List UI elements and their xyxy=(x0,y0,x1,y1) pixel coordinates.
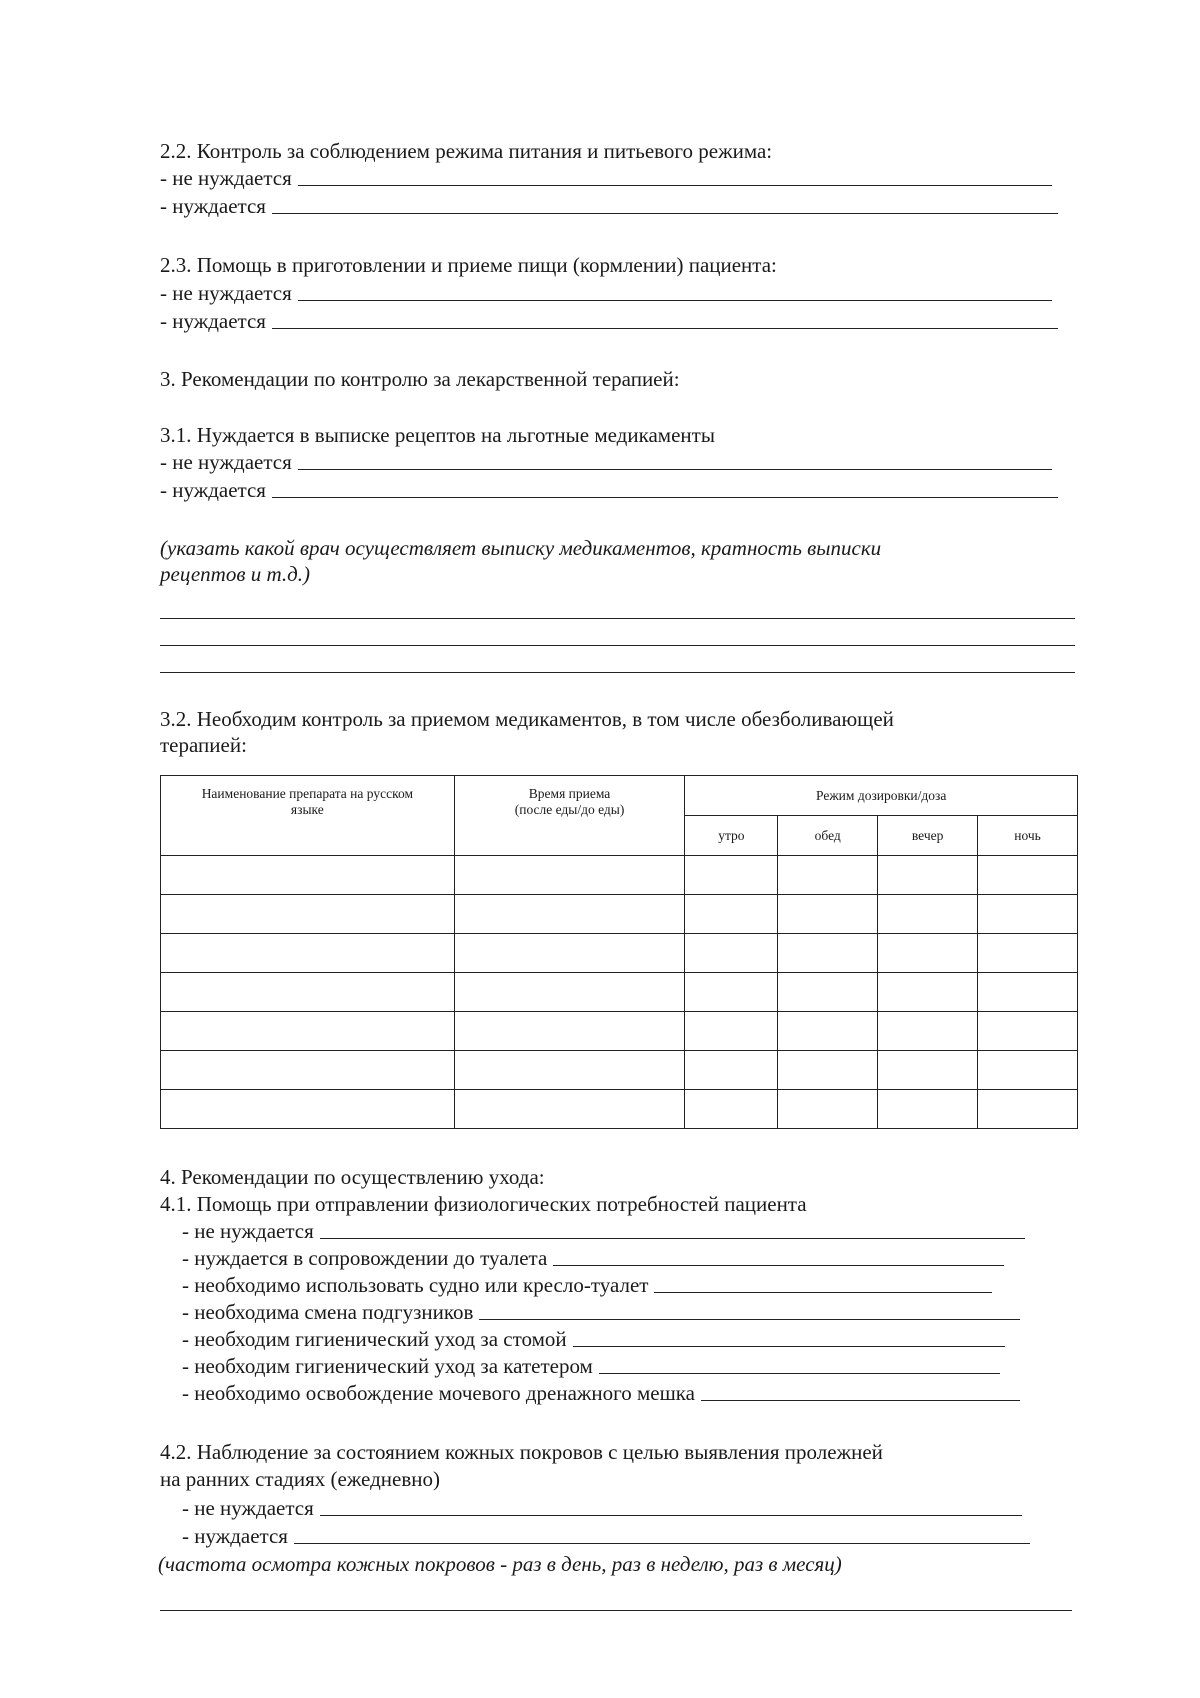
medication-table-cell[interactable] xyxy=(878,895,978,934)
header-morning: утро xyxy=(685,816,778,856)
answer-line[interactable] xyxy=(320,1515,1022,1516)
header-drug-name-line-1: Наименование препарата на русском xyxy=(201,786,413,801)
option-label: - не нуждается xyxy=(160,166,292,190)
section-4-1-item xyxy=(182,1353,1000,1379)
header-drug-name-line-2: языке xyxy=(290,802,324,817)
medication-table-cell[interactable] xyxy=(878,1012,978,1051)
medication-table-cell[interactable] xyxy=(978,934,1078,973)
option-label: - необходимо освобождение мочевого дренажного мешка xyxy=(182,1381,695,1405)
medication-table-row xyxy=(161,934,1078,973)
option-label: - нуждается xyxy=(160,309,266,333)
option-label: - нуждается xyxy=(160,194,266,218)
medication-table-cell[interactable] xyxy=(978,856,1078,895)
section-4-2-title-line-2: на ранних стадиях (ежедневно) xyxy=(160,1467,440,1491)
section-4-1-item xyxy=(182,1272,992,1298)
answer-line[interactable] xyxy=(701,1400,1020,1401)
header-lunch: обед xyxy=(778,816,878,856)
medication-table-cell[interactable] xyxy=(878,1051,978,1090)
medication-table-cell[interactable] xyxy=(161,895,455,934)
medication-table-cell[interactable] xyxy=(778,1090,878,1129)
medication-table-cell[interactable] xyxy=(161,1090,455,1129)
header-intake-time-line-2: (после еды/до еды) xyxy=(514,802,625,817)
answer-line[interactable] xyxy=(573,1346,1005,1347)
option-label: - не нуждается xyxy=(182,1496,314,1520)
medication-table-cell[interactable] xyxy=(978,973,1078,1012)
section-3-1-note-line-1: (указать какой врач осуществляет выписку медикаментов, кратность выписки xyxy=(160,536,882,560)
medication-table-cell[interactable] xyxy=(778,973,878,1012)
medication-table-cell[interactable] xyxy=(161,1012,455,1051)
section-4-1-item xyxy=(182,1218,1025,1244)
option-label: - не нуждается xyxy=(160,450,292,474)
medication-table-cell[interactable] xyxy=(978,895,1078,934)
medication-table-cell[interactable] xyxy=(454,973,685,1012)
medication-table-cell[interactable] xyxy=(685,1090,778,1129)
section-4-1-item xyxy=(182,1299,1020,1325)
section-4-2-option-needed xyxy=(182,1523,1030,1549)
medication-table-cell[interactable] xyxy=(454,1090,685,1129)
medication-table-cell[interactable] xyxy=(161,1051,455,1090)
section-4-2-option-not-needed xyxy=(182,1495,1022,1521)
medication-table-cell[interactable] xyxy=(778,934,878,973)
answer-line[interactable] xyxy=(272,497,1058,498)
medication-table-row xyxy=(161,856,1078,895)
medication-table-cell[interactable] xyxy=(454,856,685,895)
medication-table-cell[interactable] xyxy=(161,856,455,895)
medication-table-cell[interactable] xyxy=(685,1051,778,1090)
medication-table xyxy=(160,775,1078,1129)
header-dosage-regimen: Режим дозировки/доза xyxy=(685,776,1078,816)
section-4-1-item xyxy=(182,1245,1004,1271)
answer-line[interactable] xyxy=(298,300,1052,301)
medication-table-row xyxy=(161,895,1078,934)
medication-table-row xyxy=(161,973,1078,1012)
medication-table-cell[interactable] xyxy=(878,856,978,895)
option-label: - нуждается xyxy=(182,1524,288,1548)
section-2-2-title: 2.2. Контроль за соблюдением режима питания и питьевого режима: xyxy=(160,139,773,163)
option-label: - не нуждается xyxy=(182,1219,314,1243)
answer-line[interactable] xyxy=(272,328,1058,329)
medication-table-cell[interactable] xyxy=(978,1090,1078,1129)
medication-table-cell[interactable] xyxy=(878,1090,978,1129)
answer-line[interactable] xyxy=(479,1319,1020,1320)
medication-table-cell[interactable] xyxy=(685,895,778,934)
section-3-2-title-line-1: 3.2. Необходим контроль за приемом медикаментов, в том числе обезболивающей xyxy=(160,707,894,731)
medication-table-cell[interactable] xyxy=(778,895,878,934)
medication-table-cell[interactable] xyxy=(778,1012,878,1051)
medication-table-cell[interactable] xyxy=(685,856,778,895)
option-label: - необходим гигиенический уход за стомой xyxy=(182,1327,567,1351)
answer-line[interactable] xyxy=(294,1543,1030,1544)
answer-line[interactable] xyxy=(160,618,1075,619)
medication-table-row xyxy=(161,1090,1078,1129)
answer-line[interactable] xyxy=(298,469,1052,470)
section-4-2-note: (частота осмотра кожных покровов - раз в день, раз в неделю, раз в месяц) xyxy=(158,1552,842,1576)
section-3-1-note-line-2: рецептов и т.д.) xyxy=(160,562,310,586)
header-intake-time xyxy=(454,776,685,856)
header-evening: вечер xyxy=(878,816,978,856)
answer-line[interactable] xyxy=(320,1238,1025,1239)
section-2-3-option-not-needed xyxy=(160,280,1052,306)
medication-table-cell[interactable] xyxy=(454,1012,685,1051)
answer-line[interactable] xyxy=(160,1610,1072,1611)
option-label: - необходимо использовать судно или кресло-туалет xyxy=(182,1273,649,1297)
section-3-2-title-line-2: терапией: xyxy=(160,733,247,757)
medication-table-cell[interactable] xyxy=(978,1012,1078,1051)
medication-table-cell[interactable] xyxy=(778,856,878,895)
section-3-1-option-not-needed xyxy=(160,449,1052,475)
medication-table-cell[interactable] xyxy=(454,1051,685,1090)
medication-table-cell[interactable] xyxy=(454,895,685,934)
option-label: - не нуждается xyxy=(160,281,292,305)
medication-table-cell[interactable] xyxy=(978,1051,1078,1090)
medication-table-cell[interactable] xyxy=(878,973,978,1012)
option-label: - нуждается в сопровождении до туалета xyxy=(182,1246,548,1270)
medication-table-cell[interactable] xyxy=(454,934,685,973)
medication-table-cell[interactable] xyxy=(778,1051,878,1090)
header-night: ночь xyxy=(978,816,1078,856)
option-label: - необходим гигиенический уход за катетером xyxy=(182,1354,593,1378)
section-4-1-title: 4.1. Помощь при отправлении физиологических потребностей пациента xyxy=(160,1192,807,1216)
section-3-1-option-needed xyxy=(160,477,1058,503)
header-intake-time-line-1: Время приема xyxy=(528,786,611,801)
section-2-3-title: 2.3. Помощь в приготовлении и приеме пищи (кормлении) пациента: xyxy=(160,253,777,277)
section-2-3-option-needed xyxy=(160,308,1058,334)
medication-table-cell[interactable] xyxy=(878,934,978,973)
header-drug-name xyxy=(161,776,455,856)
answer-line[interactable] xyxy=(553,1265,1004,1266)
answer-line[interactable] xyxy=(160,672,1075,673)
medication-table-cell[interactable] xyxy=(161,973,455,1012)
section-4-2-title-line-1: 4.2. Наблюдение за состоянием кожных покровов с целью выявления пролежней xyxy=(160,1440,883,1464)
answer-line[interactable] xyxy=(599,1373,1000,1374)
medication-table-cell[interactable] xyxy=(685,934,778,973)
section-4-title: 4. Рекомендации по осуществлению ухода: xyxy=(160,1165,545,1189)
answer-line[interactable] xyxy=(272,213,1058,214)
section-3-title: 3. Рекомендации по контролю за лекарственной терапией: xyxy=(160,367,680,391)
medication-table-row xyxy=(161,1012,1078,1051)
option-label: - необходима смена подгузников xyxy=(182,1300,474,1324)
section-3-1-title: 3.1. Нуждается в выписке рецептов на льготные медикаменты xyxy=(160,423,715,447)
medication-table-cell[interactable] xyxy=(685,973,778,1012)
medication-table-cell[interactable] xyxy=(161,934,455,973)
medication-table-row xyxy=(161,1051,1078,1090)
answer-line[interactable] xyxy=(654,1292,992,1293)
section-4-1-item xyxy=(182,1326,1005,1352)
medication-table-body xyxy=(161,856,1078,1129)
section-4-1-item xyxy=(182,1380,1020,1406)
option-label: - нуждается xyxy=(160,478,266,502)
section-2-2-option-needed xyxy=(160,193,1058,219)
answer-line[interactable] xyxy=(160,645,1075,646)
medication-table-cell[interactable] xyxy=(685,1012,778,1051)
section-2-2-option-not-needed xyxy=(160,165,1052,191)
answer-line[interactable] xyxy=(298,185,1052,186)
